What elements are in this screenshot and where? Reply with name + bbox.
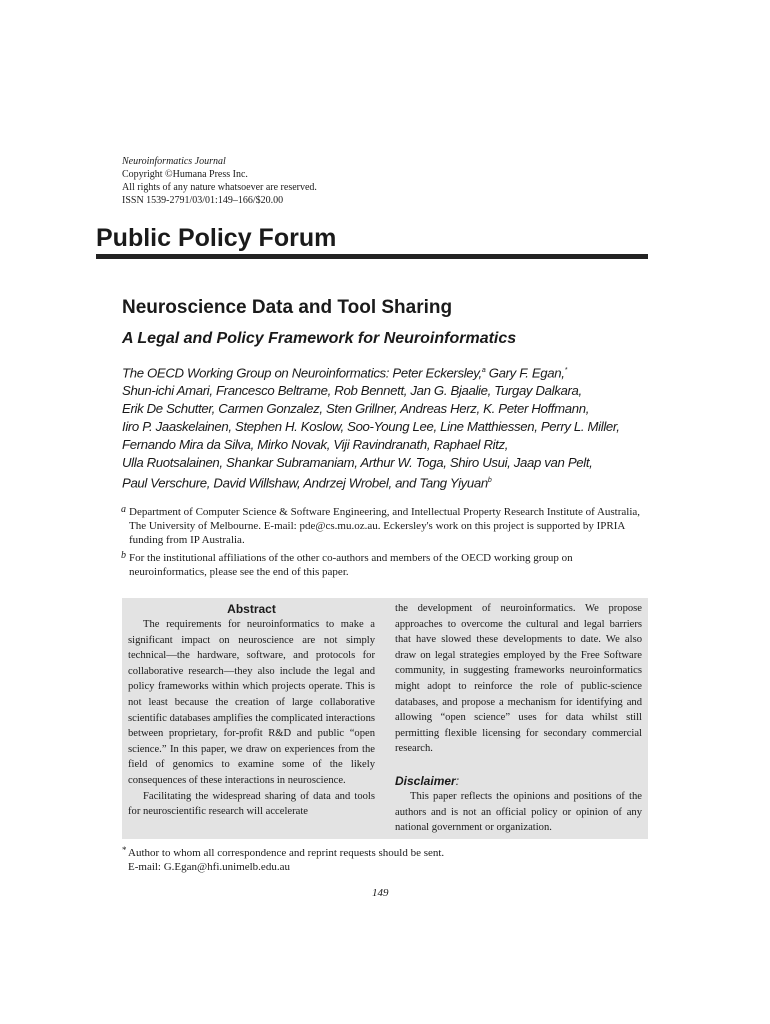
affiliations [122, 505, 642, 583]
journal-header [122, 155, 317, 207]
corresponding-mark: * [564, 367, 567, 374]
abstract-box [122, 598, 648, 839]
affiliation-mark: b [487, 477, 492, 485]
correspondence-footnote [122, 846, 642, 874]
abstract-column-right [395, 598, 642, 836]
abstract-column-left [128, 598, 375, 820]
author-line: The OECD Working Group on Neuroinformatics: Peter Eckersley,$^a$ Gary F. Egan,* [122, 365, 567, 381]
author-line: Erik De Schutter, Carmen Gonzalez, Sten Grillner, Andreas Herz, K. Peter Hoffmann, [122, 401, 590, 417]
journal-name: Neuroinformatics Journal [122, 156, 226, 167]
affiliation-text: Department of Computer Science & Software Engineering, and Intellectual Property Research Institute of Australia, The University of Melbourne. E-mail: pde@cs.mu.oz.au. Eckersley's work on this project is supported by IPRIA funding from IP Australia. [129, 506, 641, 546]
affiliation-mark: a [481, 367, 486, 374]
disclaimer-text: This paper reflects the opinions and positions of the authors and is not an official policy or opinion of any national government or organization. [395, 790, 642, 834]
abstract-paragraph: The requirements for neuroinformatics to make a significant impact on neuroscience are not simply technical—the hardware, software, and protocols for collaborative research—they also include the legal and policy frameworks within which projects operate. This is not least because the creation of large collaborative scientific databases amplifies the complicated interactions between proprietary, for-profit R&D and public “open science.” In this paper, we draw on experiences from the field of genomics to examine some of the likely consequences of these interactions in neuroscience. [128, 619, 375, 786]
author-line: Shun-ichi Amari, Francesco Beltrame, Rob Bennett, Jan G. Bjaalie, Turgay Dalkara, [122, 383, 582, 399]
abstract-heading: Abstract [227, 602, 276, 616]
paper-title: Neuroscience Data and Tool Sharing [122, 297, 453, 318]
abstract-paragraph: Facilitating the widespread sharing of data and tools for neuroscientific research will accelerate [128, 790, 375, 818]
rights-line: All rights of any nature whatsoever are reserved. [122, 182, 317, 193]
footnote-email: E-mail: G.Egan@hfi.unimelb.edu.au [128, 861, 290, 873]
affiliation-text: For the institutional affiliations of the other co-authors and members of the OECD working group on neuroinformatics, please see the end of this paper. [129, 552, 573, 578]
author-line: Iiro P. Jaaskelainen, Stephen H. Koslow, Soo-Young Lee, Line Matthiessen, Perry L. Miller, [122, 419, 620, 435]
affiliation-marker: b [121, 550, 126, 561]
issn-line: ISSN 1539-2791/03/01:149–166/$20.00 [122, 195, 284, 206]
footnote-line: Author to whom all correspondence and reprint requests should be sent. [128, 847, 445, 859]
author-list [122, 362, 657, 493]
affiliation-a [122, 505, 642, 547]
page-number: 149 [372, 887, 389, 899]
section-rule [96, 254, 648, 259]
abstract-continuation: the development of neuroinformatics. We propose approaches to overcome the cultural and legal barriers that have slowed these developments to date. We also draw on legal strategies employed by the Free Software community, in suggesting frameworks neuroinformatics might adopt to reinforce the role of public-science databases, and propose a mechanism for identifying and allowing “open science” uses for data whilst still permitting flexible licensing for secondary commercial research. [395, 603, 642, 755]
author-line: Paul Verschure, David Willshaw, Andrzej Wrobel, and Tang Yiyuan$^b$ [122, 475, 492, 491]
author-line: Fernando Mira da Silva, Mirko Novak, Viji Ravindranath, Raphael Ritz, [122, 437, 509, 453]
disclaimer-heading: Disclaimer: [395, 773, 460, 788]
affiliation-marker: a [121, 504, 126, 515]
section-title: Public Policy Forum [96, 224, 337, 252]
author-line: Ulla Ruotsalainen, Shankar Subramaniam, Arthur W. Toga, Shiro Usui, Jaap van Pelt, [122, 455, 593, 471]
paper-subtitle: A Legal and Policy Framework for Neuroinformatics [122, 330, 517, 347]
affiliation-b [122, 551, 642, 579]
footnote-marker: * [122, 845, 127, 855]
copyright-line: Copyright ©Humana Press Inc. [122, 169, 248, 180]
